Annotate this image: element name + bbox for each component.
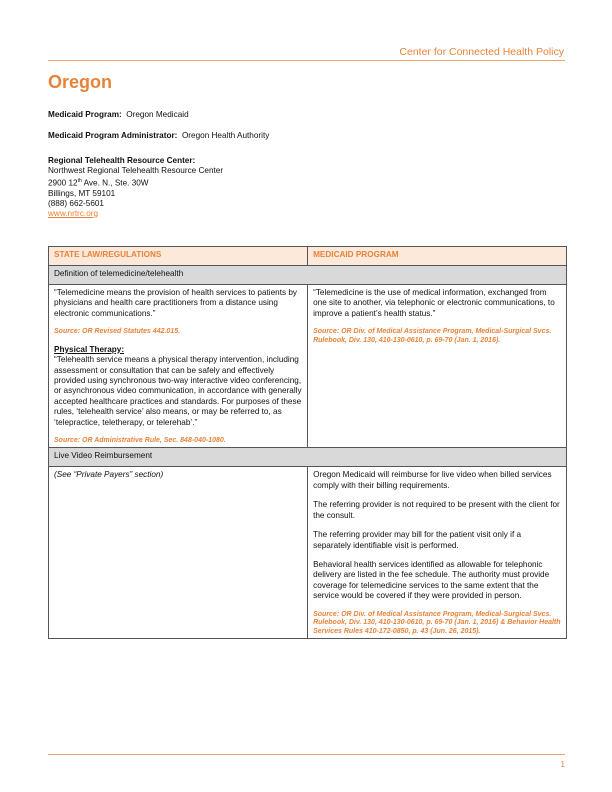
page-title: Oregon <box>48 72 113 92</box>
medicaid-definition-source: Source: OR Div. of Medical Assistance Program, Medical-Surgical Svcs. Rulebook, Div. 130, 410-130-0610, p. 69-70 (Jan. 1, 2016). <box>313 328 552 344</box>
resource-center-link[interactable]: www.nrtrc.org <box>48 208 99 218</box>
medicaid-program-line: Medicaid Program: Oregon Medicaid <box>48 110 189 119</box>
live-video-p3: The referring provider may bill for the patient visit only if a separately identifiable visit is performed. <box>313 530 522 550</box>
telehealth-policy-table <box>48 246 567 639</box>
live-video-p2: The referring provider is not required to be present with the client for the consult. <box>313 500 560 520</box>
section-title-live-video: Live Video Reimbursement <box>49 448 567 467</box>
physical-therapy-text: “Telehealth service means a physical therapy intervention, including assessment or consultation that can be safely and effectively provided using synchronous two-way interactive video conferencing, or asynchronous video communication, in accordance with generally accepted healthcare practices and standards. For purposes of these rules, ‘telehealth service’ also means, or may be referred to, as ‘telepractice, teletherapy, or telerehab’.” <box>54 355 302 427</box>
definition-law-cell <box>49 285 308 448</box>
definition-medicaid-cell <box>308 285 567 448</box>
live-video-law-cell <box>49 467 308 639</box>
resource-center-address: 2900 12th Ave. N., Ste. 30W <box>48 178 149 188</box>
header-divider <box>48 60 565 61</box>
resource-center-block <box>48 156 223 219</box>
resource-center-label: Regional Telehealth Resource Center: <box>48 156 196 165</box>
physical-therapy-source: Source: OR Administrative Rule, Sec. 848-040-1080. <box>54 436 226 444</box>
live-video-source: Source: OR Div. of Medical Assistance Program, Medical-Surgical Svcs. Rulebook, Div. 130, 410-130-0610, p. 69-70 (Jan. 1, 2016) & Behavior Health Services Rules 410-172-0850, p. 43 (Jun. 26, 2015). <box>313 610 561 635</box>
live-video-medicaid-cell <box>308 467 567 639</box>
section-row <box>49 448 567 467</box>
col-header-state-law: STATE LAW/REGULATIONS <box>49 247 308 266</box>
resource-center-city: Billings, MT 59101 <box>48 188 116 198</box>
medicaid-admin-value: Oregon Health Authority <box>181 131 270 140</box>
live-video-p1: Oregon Medicaid will reimburse for live video when billed services comply with their billing requirements. <box>313 470 552 490</box>
col-header-medicaid: MEDICAID PROGRAM <box>308 247 567 266</box>
resource-center-phone: (888) 662-5601 <box>48 198 104 208</box>
header-org-name: Center for Connected Health Policy <box>399 46 564 58</box>
law-definition-source: Source: OR Revised Statutes 442.015. <box>54 328 181 336</box>
medicaid-admin-line: Medicaid Program Administrator: Oregon Health Authority <box>48 131 270 140</box>
section-row <box>49 266 567 285</box>
table-row <box>49 467 567 639</box>
table-row <box>49 285 567 448</box>
medicaid-program-value: Oregon Medicaid <box>126 110 189 119</box>
physical-therapy-heading: Physical Therapy: <box>54 344 125 354</box>
medicaid-admin-label: Medicaid Program Administrator <box>48 131 175 140</box>
live-video-law-text: (See “Private Payers” section) <box>54 470 164 480</box>
law-definition-text: “Telemedicine means the provision of health services to patients by physicians and health care practitioners from a distance using electronic communications.” <box>54 288 298 318</box>
medicaid-program-label: Medicaid Program <box>48 110 119 119</box>
resource-center-name: Northwest Regional Telehealth Resource Center <box>48 166 224 175</box>
footer-divider <box>48 754 565 755</box>
table-header-row <box>49 247 567 266</box>
page-number: 1 <box>560 760 565 769</box>
live-video-p4: Behavioral health services identified as allowable for telephonic delivery are listed in the fee schedule. The authority must provide coverage for telemedicine services to the same extent that the service would be covered if they were provided in person. <box>313 559 550 601</box>
section-title-definition: Definition of telemedicine/telehealth <box>49 266 567 285</box>
medicaid-definition-text: “Telemedicine is the use of medical information, exchanged from one site to another, via telephonic or electronic communications, to improve a patient’s health status.” <box>313 288 555 318</box>
